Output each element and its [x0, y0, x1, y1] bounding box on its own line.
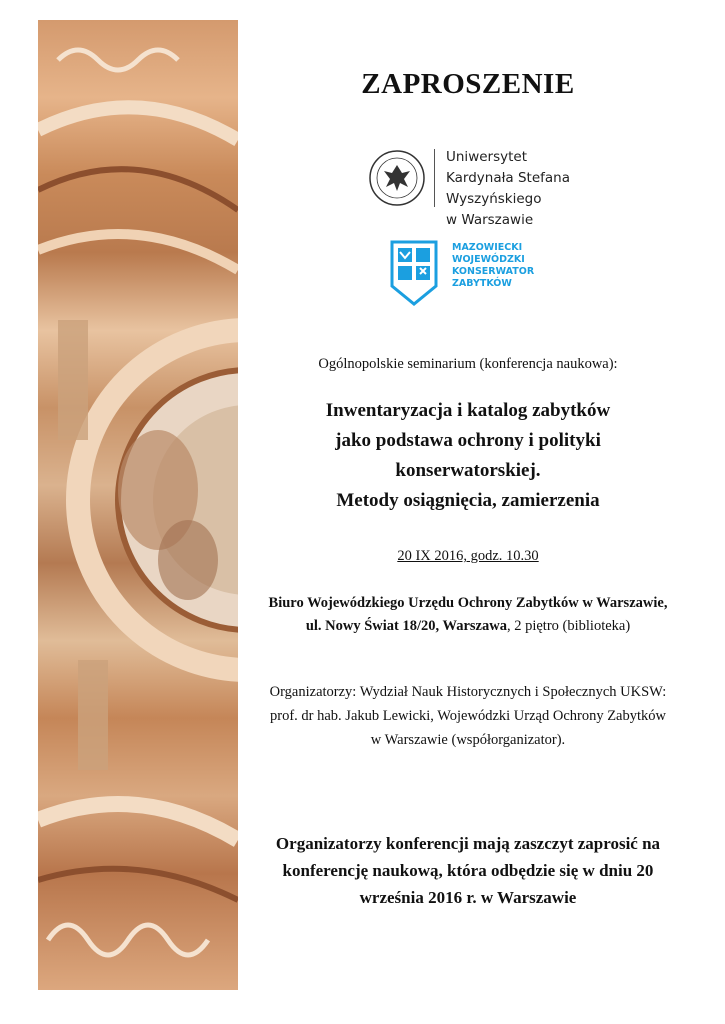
fresco-ornament-graphic	[38, 20, 238, 990]
mwkz-name-line: KONSERWATOR	[452, 266, 535, 277]
conference-title-line: Inwentaryzacja i katalog zabytków	[325, 400, 611, 421]
venue-address: Biuro Wojewódzkiego Urzędu Ochrony Zabytków w Warszawie, ul. Nowy Świat 18/20, Warszawa	[268, 595, 668, 634]
uksw-name-line: Uniwersytet	[446, 149, 527, 165]
venue-floor: , 2 piętro (biblioteka)	[506, 618, 631, 634]
logo-divider	[434, 149, 435, 207]
uksw-name-line: Kardynała Stefana Wyszyńskiego	[446, 170, 571, 207]
conference-title-line: konserwatorskiej.	[395, 460, 541, 481]
mwkz-name	[452, 242, 534, 290]
conference-title	[268, 396, 668, 516]
event-date: 20 IX 2016, godz. 10.30	[397, 548, 539, 564]
invitation-content	[238, 0, 725, 1024]
mwkz-name-line: MAZOWIECKI	[452, 242, 523, 253]
mwkz-name-line: ZABYTKÓW	[452, 278, 512, 289]
eagle-seal-icon	[368, 149, 426, 207]
conference-title-line: Metody osiągnięcia, zamierzenia	[336, 490, 600, 511]
mwkz-conservator-logo	[390, 240, 590, 310]
uksw-name-line: w Warszawie	[446, 212, 534, 228]
conference-title-line: jako podstawa ochrony i polityki	[335, 430, 601, 451]
mwkz-name-line: WOJEWÓDZKI	[452, 254, 525, 265]
decorative-ceiling-fresco-image	[38, 20, 238, 990]
event-type: Ogólnopolskie seminarium (konferencja naukowa):	[318, 356, 618, 372]
uksw-university-logo	[368, 145, 668, 228]
invitation-closing-text: Organizatorzy konferencji mają zaszczyt zaprosić na konferencję naukową, która odbędzie się w dniu 20 września 2016 r. w Warszawie	[275, 834, 661, 907]
mwkz-shield-icon	[390, 240, 438, 306]
organizers-text: Organizatorzy: Wydział Nauk Historycznych i Społecznych UKSW: prof. dr hab. Jakub Lewicki, Wojewódzki Urząd Ochrony Zabytków w Warszawie (współorganizator).	[269, 684, 667, 748]
page-title: ZAPROSZENIE	[361, 68, 575, 100]
event-venue	[268, 592, 668, 638]
uksw-name	[446, 147, 668, 231]
